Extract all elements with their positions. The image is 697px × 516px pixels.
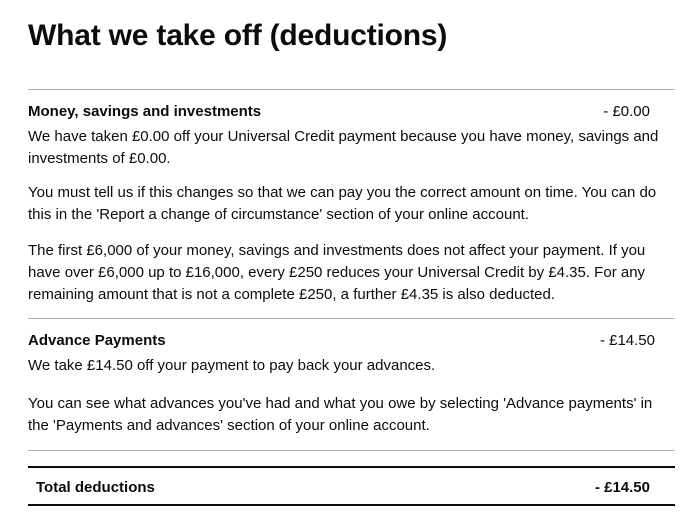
deduction-description: You can see what advances you've had and what you owe by selecting 'Advance payments' in the 'Payments and advances' section of your online account. bbox=[28, 395, 653, 434]
deduction-description: You must tell us if this changes so that we can pay you the correct amount on time. You can do this in the 'Report a change of circumstance' section of your online account. bbox=[28, 184, 657, 223]
deduction-amount-advance-payments: - £14.50 bbox=[599, 332, 655, 349]
section-divider bbox=[28, 89, 675, 90]
deduction-description: The first £6,000 of your money, savings and investments does not affect your payment. If you have over £6,000 up to £16,000, every £250 reduces your Universal Credit by £4.35. For any remaining amount that is not a complete £250, a further £4.35 is also deducted. bbox=[28, 242, 646, 303]
deduction-description: We have taken £0.00 off your Universal Credit payment because you have money, savings and investments of £0.00. bbox=[28, 128, 659, 167]
total-deductions-label: Total deductions bbox=[36, 479, 155, 496]
total-top-border bbox=[28, 466, 675, 468]
deduction-amount-money-savings: - £0.00 bbox=[603, 103, 650, 120]
total-deductions-amount: - £14.50 bbox=[594, 479, 650, 496]
section-divider bbox=[28, 450, 675, 451]
page-title: What we take off (deductions) bbox=[28, 19, 448, 52]
section-heading-money-savings: Money, savings and investments bbox=[28, 103, 262, 120]
total-bottom-border bbox=[28, 504, 675, 506]
section-divider bbox=[28, 318, 675, 319]
deduction-description: We take £14.50 off your payment to pay back your advances. bbox=[28, 357, 436, 374]
section-heading-advance-payments: Advance Payments bbox=[28, 332, 166, 349]
